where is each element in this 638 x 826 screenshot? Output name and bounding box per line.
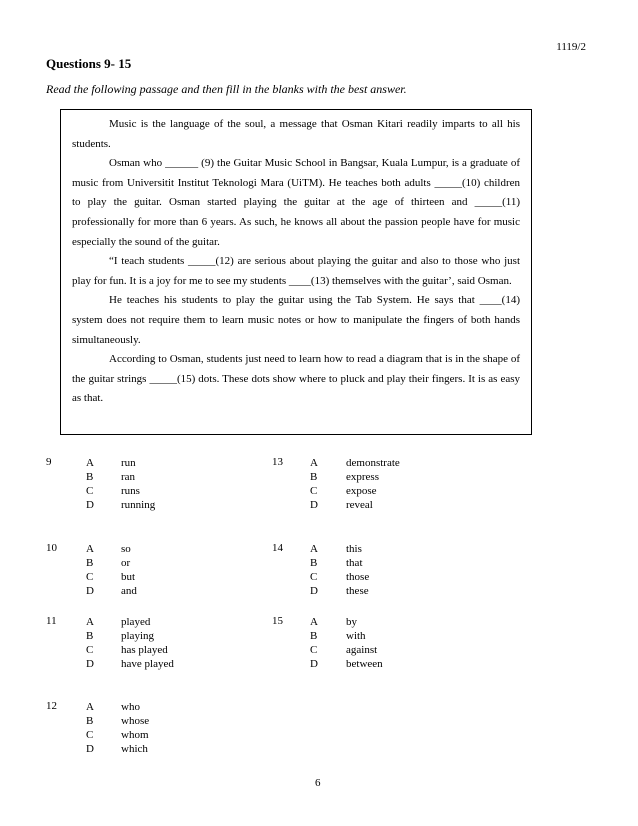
option-a[interactable] [310, 615, 510, 629]
option-list [86, 456, 286, 512]
option-text: ran [121, 471, 136, 483]
option-text: which [121, 743, 148, 755]
instruction-text: Read the following passage and then fill in the blanks with the best answer. [46, 82, 407, 96]
option-text: reveal [346, 499, 373, 511]
option-text: by [346, 616, 357, 628]
option-text: with [346, 630, 366, 642]
option-text: between [346, 658, 383, 670]
option-letter: A [86, 543, 94, 555]
option-text: these [346, 585, 369, 597]
option-letter: C [86, 729, 94, 741]
option-text: and [121, 585, 137, 597]
option-c[interactable] [310, 484, 510, 498]
option-b[interactable] [86, 629, 286, 643]
option-a[interactable] [86, 456, 286, 470]
option-a[interactable] [86, 542, 286, 556]
option-c[interactable] [310, 570, 510, 584]
passage-paragraph: Music is the language of the soul, a message that Osman Kitari readily imparts to all his students. [72, 118, 520, 150]
option-letter: C [310, 571, 318, 583]
option-list [86, 700, 286, 756]
option-d[interactable] [86, 498, 286, 512]
option-a[interactable] [86, 615, 286, 629]
option-b[interactable] [86, 714, 286, 728]
option-text: so [121, 543, 131, 555]
option-d[interactable] [86, 584, 286, 598]
option-text: those [346, 571, 370, 583]
option-text: running [121, 499, 156, 511]
option-b[interactable] [310, 470, 510, 484]
option-a[interactable] [86, 700, 286, 714]
option-letter: A [86, 701, 94, 713]
option-letter: B [86, 715, 94, 727]
option-a[interactable] [310, 542, 510, 556]
question-number: 13 [272, 456, 283, 468]
option-text: who [121, 701, 140, 713]
option-d[interactable] [310, 498, 510, 512]
option-text: expose [346, 485, 377, 497]
question-number: 11 [46, 615, 57, 627]
option-letter: C [310, 485, 318, 497]
option-letter: C [86, 571, 94, 583]
option-letter: C [86, 485, 94, 497]
option-text: whom [121, 729, 149, 741]
option-letter: A [86, 616, 94, 628]
option-text: playing [121, 630, 154, 642]
option-letter: D [310, 585, 318, 597]
option-text: but [121, 571, 136, 583]
option-text: demonstrate [346, 457, 400, 469]
option-letter: D [86, 499, 94, 511]
option-letter: A [86, 457, 94, 469]
option-text: run [121, 457, 136, 469]
option-list [86, 542, 286, 598]
option-text: express [346, 471, 379, 483]
option-b[interactable] [310, 556, 510, 570]
option-text: this [346, 543, 362, 555]
option-b[interactable] [310, 629, 510, 643]
option-text: whose [121, 715, 150, 727]
option-d[interactable] [86, 742, 286, 756]
option-c[interactable] [86, 728, 286, 742]
option-d[interactable] [310, 657, 510, 671]
option-letter: D [310, 499, 318, 511]
option-text: have played [121, 658, 174, 670]
option-list [310, 542, 510, 598]
section-heading: Questions 9- 15 [46, 56, 132, 71]
option-a[interactable] [310, 456, 510, 470]
option-letter: A [310, 616, 318, 628]
option-letter: B [86, 630, 94, 642]
option-text: runs [121, 485, 140, 497]
option-text: has played [121, 644, 168, 656]
passage-paragraph: “I teach students _____(12) are serious about playing the guitar and also to those who just play for fun. It is a joy for me to see my students ____(13) themselves with the guitar’, said Osman. [72, 255, 520, 287]
question-number: 12 [46, 700, 57, 712]
option-b[interactable] [86, 556, 286, 570]
option-text: or [121, 557, 131, 569]
option-letter: D [86, 585, 94, 597]
option-list [310, 456, 510, 512]
option-d[interactable] [310, 584, 510, 598]
question-number: 10 [46, 542, 57, 554]
option-text: played [121, 616, 151, 628]
option-letter: D [310, 658, 318, 670]
option-letter: C [86, 644, 94, 656]
option-letter: B [310, 471, 318, 483]
option-text: that [346, 557, 363, 569]
option-letter: C [310, 644, 318, 656]
option-d[interactable] [86, 657, 286, 671]
option-letter: A [310, 543, 318, 555]
option-letter: B [86, 471, 94, 483]
option-letter: B [310, 557, 318, 569]
option-letter: B [86, 557, 94, 569]
option-letter: A [310, 457, 318, 469]
option-list [86, 615, 286, 671]
option-text: against [346, 644, 378, 656]
document-code: 1119/2 [556, 41, 586, 53]
option-c[interactable] [310, 643, 510, 657]
option-c[interactable] [86, 643, 286, 657]
option-letter: D [86, 658, 94, 670]
option-letter: D [86, 743, 94, 755]
passage-paragraph: Osman who ______ (9) the Guitar Music School in Bangsar, Kuala Lumpur, is a graduate of music from Universitit Institut Teknologi Mara (UiTM). He teaches both adults _____(10) children to play the guitar. Osman started playing the guitar at the age of thirteen and _____(11) professionally for more than 6 years. As such, he knows all about the passion people have for music especially the sound of the guitar. [72, 157, 520, 248]
passage-box [60, 109, 532, 435]
question-number: 9 [46, 456, 52, 468]
option-c[interactable] [86, 484, 286, 498]
option-c[interactable] [86, 570, 286, 584]
question-number: 15 [272, 615, 283, 627]
passage-paragraph: According to Osman, students just need to learn how to read a diagram that is in the shape of the guitar strings _____(15) dots. These dots show where to pluck and play their fingers. It is as easy as that. [72, 353, 520, 405]
question-number: 14 [272, 542, 283, 554]
option-list [310, 615, 510, 671]
passage-paragraph: He teaches his students to play the guitar using the Tab System. He says that ____(14) system does not require them to learn music notes or how to manipulate the fingers of both hands simultaneously. [72, 294, 520, 346]
option-letter: B [310, 630, 318, 642]
option-b[interactable] [86, 470, 286, 484]
page-number: 6 [315, 777, 321, 789]
